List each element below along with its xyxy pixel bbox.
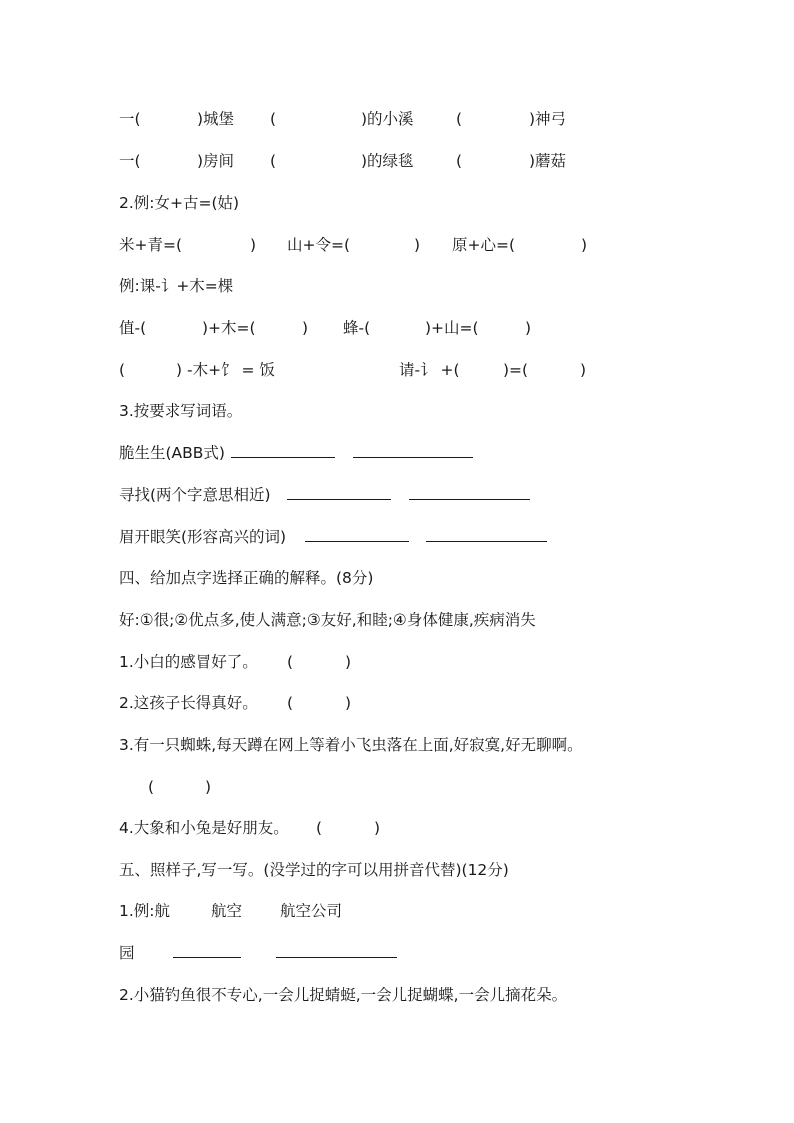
subtract-text: 值-( xyxy=(119,319,147,337)
paren-open: ( xyxy=(287,653,294,671)
question-5-2: 2.小猫钓鱼很不专心,一会儿捉蜻蜓,一会儿捉蝴蝶,一会儿摘花朵。 xyxy=(119,986,568,1004)
paren-close: ) xyxy=(374,819,381,837)
subtract-text: ) xyxy=(525,319,532,337)
paren-close: ) xyxy=(205,778,212,796)
combine-prefix: 山+令=( xyxy=(287,236,351,254)
fill-suffix: )城堡 xyxy=(197,110,235,128)
section-4-heading: 四、给加点字选择正确的解释。(8分) xyxy=(119,569,374,587)
paren-close: ) xyxy=(345,653,352,671)
task-char: 园 xyxy=(119,944,135,962)
question-text: 2.这孩子长得真好。 xyxy=(119,694,258,712)
fill-prefix: ( xyxy=(270,110,277,128)
answer-blank[interactable] xyxy=(305,525,409,542)
answer-blank[interactable] xyxy=(353,441,473,458)
answer-blank[interactable] xyxy=(287,483,391,500)
paren-open: ( xyxy=(316,819,323,837)
fill-suffix: )的小溪 xyxy=(361,110,414,128)
char-subtract-example: 例:课-讠+木=棵 xyxy=(119,277,234,295)
fill-suffix: )房间 xyxy=(197,152,235,170)
subtract-text: 请-讠 +( xyxy=(399,361,460,379)
paren-open: ( xyxy=(287,694,294,712)
question-text: 1.小白的感冒好了。 xyxy=(119,653,258,671)
question-text: 4.大象和小兔是好朋友。 xyxy=(119,819,289,837)
subtract-text: ) -木+饣 = 饭 xyxy=(176,361,275,379)
example-label: 1.例:航 xyxy=(119,902,171,920)
subtract-text: )+山=( xyxy=(425,319,479,337)
fill-suffix: )神弓 xyxy=(529,110,567,128)
words-heading: 3.按要求写词语。 xyxy=(119,402,243,420)
paren-open: ( xyxy=(148,778,155,796)
section-5-heading: 五、照样子,写一写。(没学过的字可以用拼音代替)(12分) xyxy=(119,861,509,879)
char-combine-heading: 2.例:女+古=(姑) xyxy=(119,194,240,212)
answer-blank[interactable] xyxy=(173,941,241,958)
answer-blank[interactable] xyxy=(409,483,530,500)
question-4-3: 3.有一只蜘蛛,每天蹲在网上等着小飞虫落在上面,好寂寞,好无聊啊。 xyxy=(119,736,583,754)
fill-prefix: 一( xyxy=(119,110,141,128)
fill-prefix: ( xyxy=(270,152,277,170)
combine-suffix: ) xyxy=(414,236,421,254)
fill-prefix: 一( xyxy=(119,152,141,170)
answer-blank[interactable] xyxy=(276,941,397,958)
subtract-text: ( xyxy=(119,361,126,379)
subtract-text: ) xyxy=(580,361,587,379)
subtract-text: ) xyxy=(302,319,309,337)
example-word: 航空公司 xyxy=(280,902,343,920)
combine-suffix: ) xyxy=(581,236,588,254)
subtract-text: )+木=( xyxy=(202,319,256,337)
answer-blank[interactable] xyxy=(231,441,335,458)
fill-prefix: ( xyxy=(456,152,463,170)
word-task-label: 眉开眼笑(形容高兴的词) xyxy=(119,528,287,546)
subtract-text: 蜂-( xyxy=(343,319,371,337)
combine-prefix: 米+青=( xyxy=(119,236,183,254)
fill-suffix: )的绿毯 xyxy=(361,152,414,170)
fill-suffix: )蘑菇 xyxy=(529,152,567,170)
word-task-label: 脆生生(ABB式) xyxy=(119,444,225,462)
definitions-line: 好:①很;②优点多,使人满意;③友好,和睦;④身体健康,疾病消失 xyxy=(119,611,536,629)
example-word: 航空 xyxy=(211,902,243,920)
combine-suffix: ) xyxy=(250,236,257,254)
combine-prefix: 原+心=( xyxy=(452,236,516,254)
paren-close: ) xyxy=(345,694,352,712)
word-task-label: 寻找(两个字意思相近) xyxy=(119,486,271,504)
subtract-text: )=( xyxy=(503,361,529,379)
fill-prefix: ( xyxy=(456,110,463,128)
answer-blank[interactable] xyxy=(426,525,547,542)
